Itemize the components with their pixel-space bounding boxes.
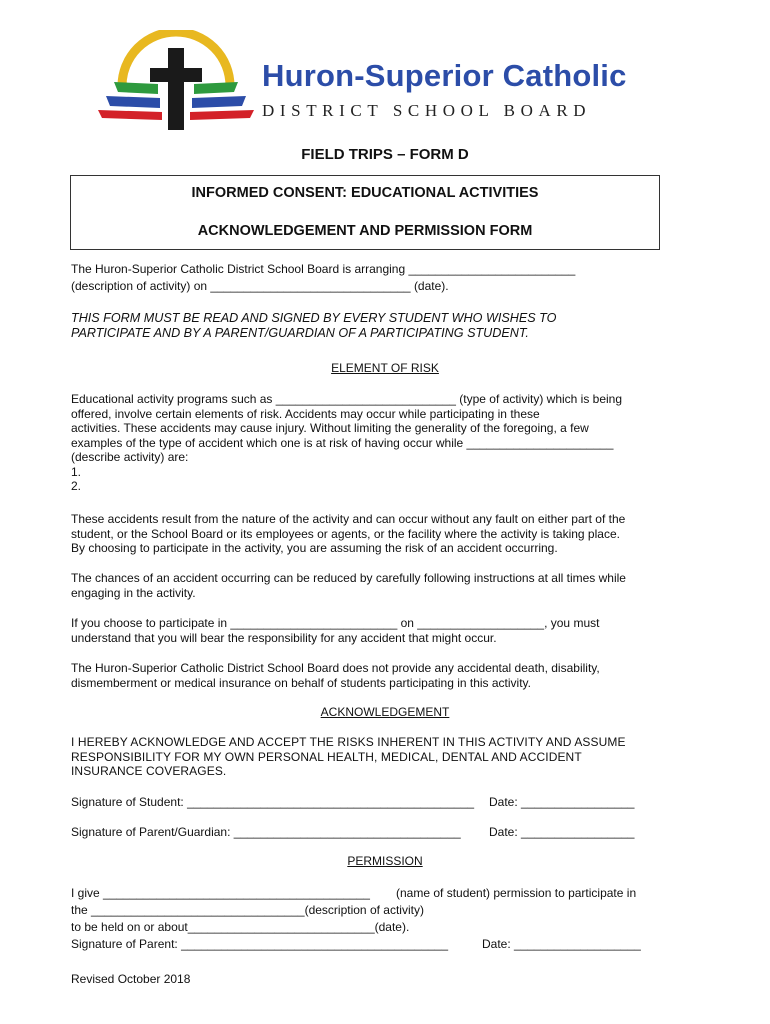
risk-paragraph-2	[71, 512, 656, 556]
intro-line: (description of activity) on ______________________________ (date).	[71, 279, 449, 293]
activity-description-field[interactable]: the ________________________________(description of activity)	[71, 903, 424, 917]
text-line: Educational activity programs such as ___________________________ (type of activity) which is being	[71, 392, 623, 406]
text-line: RESPONSIBILITY FOR MY OWN PERSONAL HEALTH, MEDICAL, DENTAL AND ACCIDENT	[71, 749, 582, 764]
ack-statement	[71, 735, 656, 779]
text-line: These accidents result from the nature of the activity and can occur without any fault on either part of the	[71, 512, 626, 526]
parent-guardian-signature-field[interactable]: Signature of Parent/Guardian: __________________________________	[71, 825, 461, 839]
student-name-field[interactable]: I give ________________________________________	[71, 886, 370, 900]
text-line: If you choose to participate in _________________________ on ___________________, you must	[71, 616, 600, 630]
permission-heading: PERMISSION	[347, 854, 423, 868]
text-line: examples of the type of accident which one is at risk of having occur while ______________________	[71, 435, 614, 450]
ack-heading: ACKNOWLEDGEMENT	[320, 705, 450, 719]
title-box	[70, 175, 660, 250]
revision-note: Revised October 2018	[71, 972, 191, 986]
intro-line: The Huron-Superior Catholic District School Board is arranging _________________________	[71, 262, 576, 276]
risk-paragraph-5	[71, 661, 656, 690]
risk-heading: ELEMENT OF RISK	[331, 361, 439, 375]
text-line: offered, involve certain elements of risk. Accidents may occur while participating in these	[71, 406, 540, 421]
text-line: 1.	[71, 464, 82, 479]
parent-signature-field[interactable]: Signature of Parent: ________________________________________	[71, 937, 449, 951]
text-line: student, or the School Board or its employees or agents, or the facility where the activity is taking place.	[71, 526, 620, 541]
text-line: dismemberment or medical insurance on behalf of students participating in this activity.	[71, 675, 532, 690]
text-line: INSURANCE COVERAGES.	[71, 764, 227, 778]
text-line: engaging in the activity.	[71, 585, 196, 600]
parent-date-field[interactable]: Date: ___________________	[482, 937, 641, 951]
student-signature-field[interactable]: Signature of Student: ___________________________________________	[71, 795, 475, 809]
text-line: (describe activity) are:	[71, 450, 189, 464]
risk-paragraph-3	[71, 571, 656, 600]
logo-emblem-icon	[96, 30, 256, 130]
permission-text: (name of student) permission to participate in	[396, 886, 637, 900]
activity-date-field[interactable]: to be held on or about____________________________(date).	[71, 920, 410, 934]
notice-line: THIS FORM MUST BE READ AND SIGNED BY EVERY STUDENT WHO WISHES TO	[71, 311, 557, 325]
text-line: By choosing to participate in the activity, you are assuming the risk of an accident occurring.	[71, 541, 558, 555]
risk-paragraph-4	[71, 616, 656, 645]
risk-paragraph-1	[71, 392, 656, 494]
org-subtitle: DISTRICT SCHOOL BOARD	[262, 101, 592, 120]
student-date-field[interactable]: Date: _________________	[489, 795, 635, 809]
text-line: activities. These accidents may cause injury. Without limiting the generality of the foregoing, a few	[71, 421, 589, 435]
text-line: understand that you will bear the responsibility for any accident that might occur.	[71, 630, 497, 645]
form-title: FIELD TRIPS – FORM D	[301, 146, 469, 163]
notice-line: PARTICIPATE AND BY A PARENT/GUARDIAN OF A PARTICIPATING STUDENT.	[71, 326, 529, 340]
parent-guardian-date-field[interactable]: Date: _________________	[489, 825, 635, 839]
org-name: Huron-Superior Catholic	[262, 58, 627, 93]
box-line-ack: ACKNOWLEDGEMENT AND PERMISSION FORM	[197, 223, 533, 239]
text-line: The chances of an accident occurring can be reduced by carefully following instructions at all times while	[71, 571, 626, 585]
text-line: I HEREBY ACKNOWLEDGE AND ACCEPT THE RISKS INHERENT IN THIS ACTIVITY AND ASSUME	[71, 735, 626, 749]
box-line-consent: INFORMED CONSENT: EDUCATIONAL ACTIVITIES	[191, 185, 539, 201]
text-line: The Huron-Superior Catholic District School Board does not provide any accidental death, disability,	[71, 661, 600, 675]
text-line: 2.	[71, 479, 82, 493]
